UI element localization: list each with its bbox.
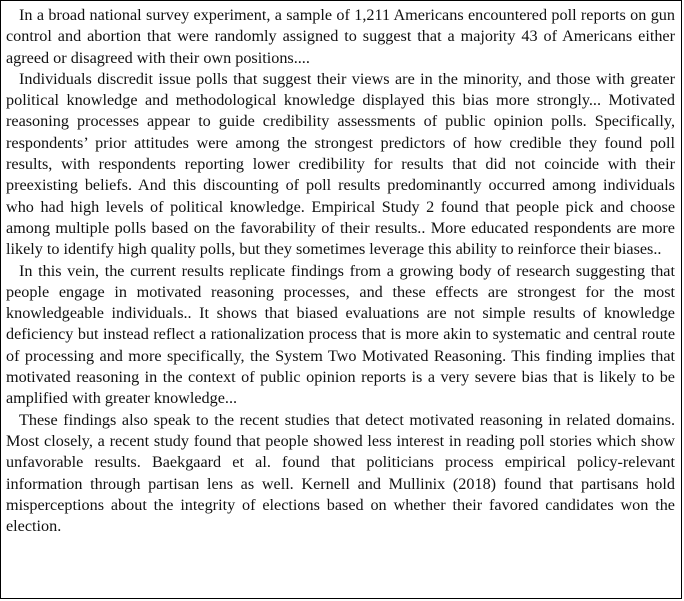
paragraph-4: These findings also speak to the recent studies that detect motivated reasoning in related domains. Most closely, a recent study found that people showed less interest in reading poll stories which show unfavorable results. Baekgaard et al. found that politicians process empirical policy-relevant information through partisan lens as well. Kernell and Mullinix (2018) found that partisans hold misperceptions about the integrity of elections based on whether their favored candidates won the election. [6,410,675,536]
document-body [1,1,681,537]
paragraph-2: Individuals discredit issue polls that suggest their views are in the minority, and those with greater political knowledge and methodological knowledge displayed this bias more strongly... Motivated reasoning processes appear to guide credibility assessments of public opinion polls. Specifically, respondents’ prior attitudes were among the strongest predictors of how credible they found poll results, with respondents reporting lower credibility for results that did not coincide with their preexisting beliefs. And this discounting of poll results predominantly occurred among individuals who had high levels of political knowledge. Empirical Study 2 found that people pick and choose among multiple polls based on the favorability of their results.. More educated respondents are more likely to identify high quality polls, but they sometimes leverage this ability to reinforce their biases.. [6,69,675,259]
paragraph-3: In this vein, the current results replicate findings from a growing body of research suggesting that people engage in motivated reasoning processes, and these effects are strongest for the most knowledgeable individuals.. It shows that biased evaluations are not simple results of knowledge deficiency but instead reflect a rationalization process that is more akin to systematic and central route of processing and more specifically, the System Two Motivated Reasoning. This finding implies that motivated reasoning in the context of public opinion reports is a very severe bias that is likely to be amplified with greater knowledge... [6,261,675,408]
paragraph-1: In a broad national survey experiment, a sample of 1,211 Americans encountered poll reports on gun control and abortion that were randomly assigned to suggest that a majority 43 of Americans either agreed or disagreed with their own positions.... [6,6,675,67]
